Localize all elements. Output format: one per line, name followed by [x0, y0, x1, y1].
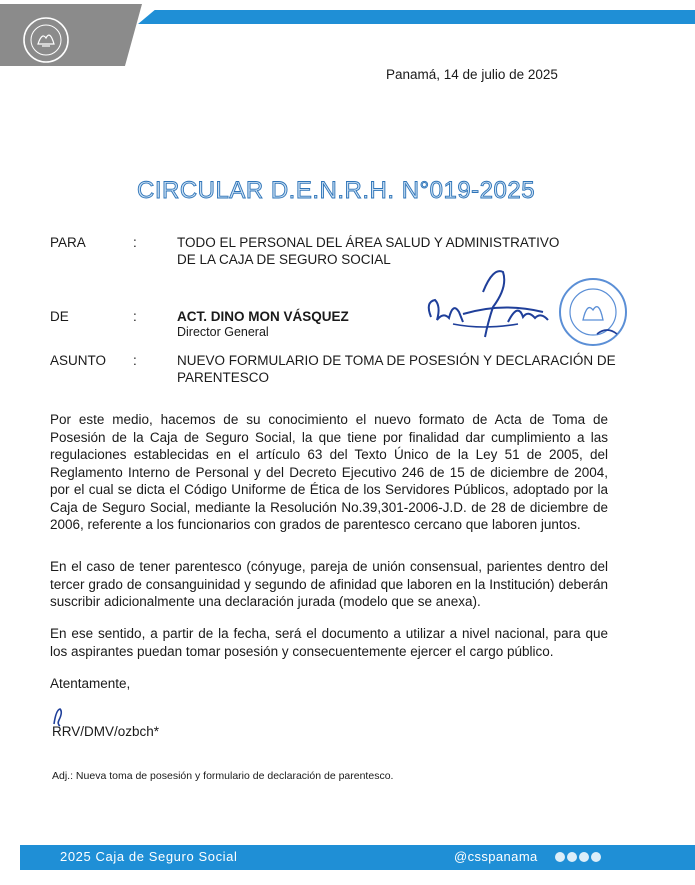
- paragraph-3: En ese sentido, a partir de la fecha, será el documento a utilizar a nivel nacional, para que los aspirantes puedan tomar posesión y consecuentemente ejercer el cargo público.: [50, 626, 608, 659]
- letterhead-band: [0, 0, 695, 68]
- para-line-1: TODO EL PERSONAL DEL ÁREA SALUD Y ADMINISTRATIVO: [177, 235, 560, 250]
- paragraph-2: En el caso de tener parentesco (cónyuge, pareja de unión consensual, parientes dentro del tercer grado de consanguinidad y segundo de afinidad que laboren en la Institución) deberán suscribir adicionalmente una declaración jurada (modelo que se anexa).: [50, 559, 608, 609]
- para-line-2: DE LA CAJA DE SEGURO SOCIAL: [177, 252, 391, 267]
- youtube-icon: [579, 852, 589, 862]
- para-colon: :: [133, 235, 137, 250]
- closing-text: Atentamente,: [50, 676, 131, 691]
- document-date: Panamá, 14 de julio de 2025: [386, 67, 558, 82]
- facebook-icon: [591, 852, 601, 862]
- x-icon: [555, 852, 565, 862]
- asunto-line-2: PARENTESCO: [177, 370, 270, 385]
- instagram-icon: [567, 852, 577, 862]
- paragraph-1: Por este medio, hacemos de su conocimiento el nuevo formato de Acta de Toma de Posesión de la Caja de Seguro Social, la que tiene por finalidad dar cumplimiento a las regulaciones establecidas en el artículo 63 del Texto Único de la Ley 51 de 2005, del Reglamento Interno de Personal y del Decreto Ejecutivo 246 de 15 de diciembre de 2004, por el cual se dicta el Código Uniforme de Ética de los Servidores Públicos, adoptado por la Caja de Seguro Social, mediante la Resolución No.39,301-2006-J.D. de 28 de diciembre de 2006, referente a los funcionarios con grados de parentesco cercano que laboren juntos.: [50, 412, 608, 532]
- de-colon: :: [133, 309, 137, 324]
- de-label: DE: [50, 309, 69, 324]
- handwritten-signature: [423, 262, 558, 352]
- de-name: ACT. DINO MON VÁSQUEZ: [177, 309, 349, 324]
- de-title: Director General: [177, 325, 269, 339]
- css-logo-icon: [22, 16, 70, 64]
- asunto-colon: :: [133, 353, 137, 368]
- asunto-label: ASUNTO: [50, 353, 107, 368]
- asunto-line-1: NUEVO FORMULARIO DE TOMA DE POSESIÓN Y DECLARACIÓN DE: [177, 353, 616, 368]
- official-seal-icon: [557, 276, 629, 348]
- para-label: PARA: [50, 235, 86, 250]
- attachment-note: Adj.: Nueva toma de posesión y formulario de declaración de parentesco.: [52, 770, 394, 782]
- footer-copyright: 2025 Caja de Seguro Social: [60, 849, 238, 864]
- letterhead-blue-bar: [138, 10, 695, 24]
- footer-social-handle: @csspanama: [454, 849, 538, 864]
- reference-initials: RRV/DMV/ozbch*: [52, 724, 160, 739]
- circular-title: CIRCULAR D.E.N.R.H. N°019-2025: [137, 177, 536, 204]
